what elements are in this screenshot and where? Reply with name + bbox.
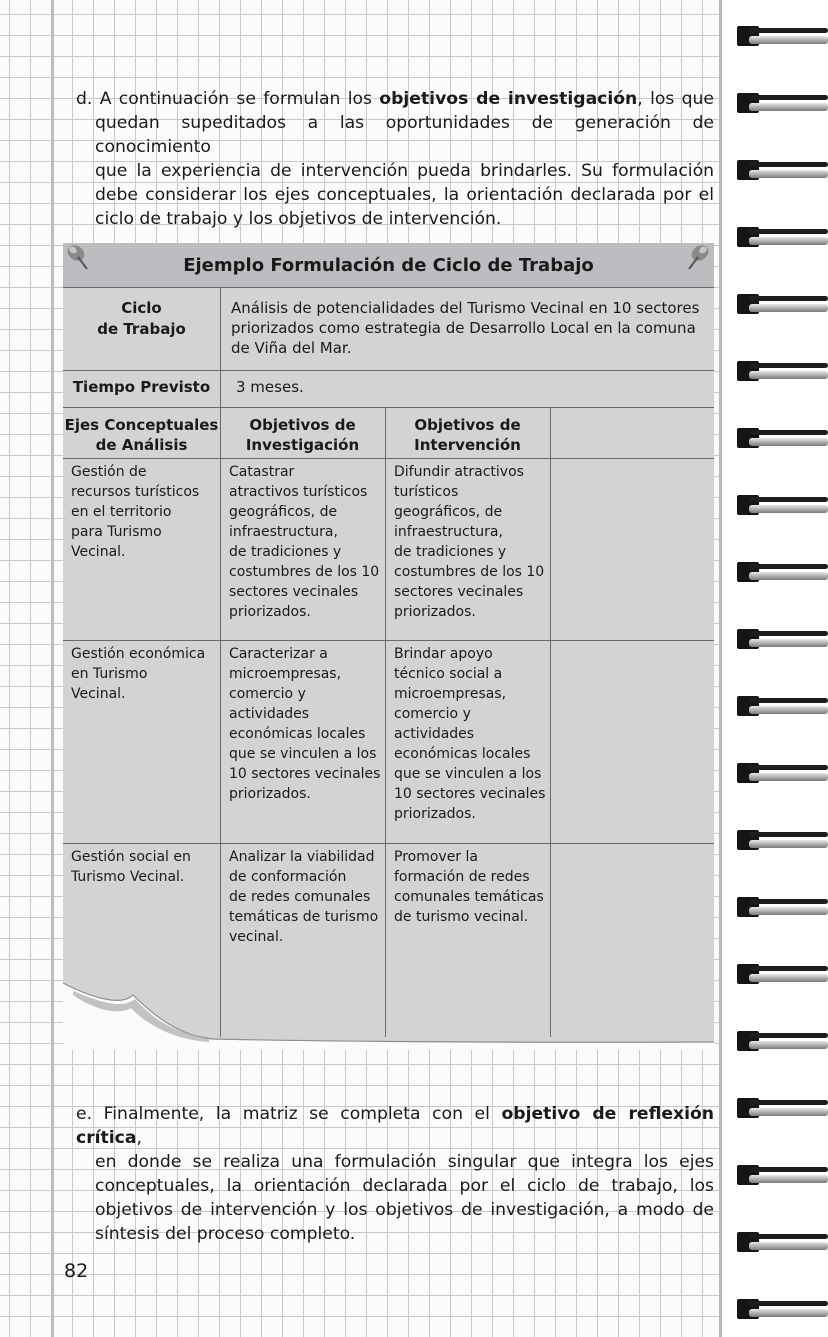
paragraph-d-bold-term: objetivos de investigación <box>379 89 638 109</box>
paragraph-e-marker: e. <box>76 1104 93 1124</box>
table-cell: Gestión de recursos turísticos en el territorio para Turismo Vecinal. <box>71 464 200 560</box>
header-intervencion: Objetivos de Intervención <box>414 416 521 454</box>
spiral-ring-icon <box>737 158 828 184</box>
tiempo-label: Tiempo Previsto <box>72 378 211 396</box>
spiral-ring-icon <box>737 627 828 653</box>
table-cell: Catastrar atractivos turísticos geográficos, de infraestructura, de tradiciones y costumbres de los 10 sectores vecinales priorizados. <box>229 464 380 620</box>
notebook-edge-line <box>719 0 722 1337</box>
spiral-ring-icon <box>737 895 828 921</box>
table-title: Ejemplo Formulación de Ciclo de Trabajo <box>63 243 714 288</box>
spiral-ring-icon <box>737 426 828 452</box>
spiral-ring-icon <box>737 91 828 117</box>
example-table-card <box>63 243 714 1050</box>
page-curl-shape <box>63 243 714 1050</box>
spiral-ring-icon <box>737 225 828 251</box>
paragraph-d-marker: d. <box>76 89 93 109</box>
ciclo-value: Análisis de potencialidades del Turismo Vecinal en 10 sectores priorizados como estrategia de Desarrollo Local en la comuna de Viña del Mar. <box>231 299 700 357</box>
spiral-ring-icon <box>737 1029 828 1055</box>
tiempo-value: 3 meses. <box>236 378 304 396</box>
ciclo-label: Ciclo de Trabajo <box>97 299 186 338</box>
page-number: 82 <box>64 1260 89 1282</box>
spiral-ring-icon <box>737 828 828 854</box>
notebook-right-edge <box>719 0 828 1337</box>
spiral-ring-icon <box>737 292 828 318</box>
paragraph-e-bold-term: objetivo de reflexión crítica <box>76 1104 714 1148</box>
spiral-ring-icon <box>737 1230 828 1256</box>
table-cell: Gestión social en Turismo Vecinal. <box>71 849 191 885</box>
spiral-ring-icon <box>737 560 828 586</box>
spiral-ring-icon <box>737 493 828 519</box>
table-cell: Promover la formación de redes comunales temáticas de turismo vecinal. <box>394 849 544 925</box>
table-cell: Brindar apoyo técnico social a microempresas, comercio y actividades económicas locales que se vinculen a los 10 sectores vecinales priorizados. <box>394 646 546 822</box>
table-cell: Analizar la viabilidad de conformación de redes comunales temáticas de turismo vecinal. <box>229 849 379 945</box>
spiral-ring-icon <box>737 24 828 50</box>
spiral-ring-icon <box>737 1163 828 1189</box>
paragraph-e: e. Finalmente, la matriz se completa con el objetivo de reflexión crítica, en donde se realiza una formulación singular que integra los ejes conceptuales, la orientación declarada por el ciclo de trabajo, los objetivos de intervención y los objetivos de investigación, a modo de síntesis del proceso completo. <box>76 1104 714 1244</box>
header-investigacion: Objetivos de Investigación <box>245 416 360 454</box>
spiral-ring-icon <box>737 962 828 988</box>
table-cell: Gestión económica en Turismo Vecinal. <box>71 646 206 702</box>
spiral-ring-icon <box>737 359 828 385</box>
spiral-ring-icon <box>737 1297 828 1323</box>
spiral-ring-icon <box>737 1096 828 1122</box>
spiral-ring-icon <box>737 761 828 787</box>
header-ejes: Ejes Conceptuales de Análisis <box>64 416 219 454</box>
paragraph-d: d. A continuación se formulan los objetivos de investigación, los que quedan supeditados a las oportunidades de generación de conocimiento que la experiencia de intervención pueda brindarles. Su formulación debe considerar los ejes conceptuales, la orientación declarada por el ciclo de trabajo y los objetivos de intervención. <box>76 89 715 229</box>
spiral-ring-icon <box>737 694 828 720</box>
table-cell: Caracterizar a microempresas, comercio y actividades económicas locales que se vinculen a los 10 sectores vecinales priorizados. <box>229 646 381 802</box>
notebook-margin-line <box>51 0 54 1337</box>
table-cell: Difundir atractivos turísticos geográficos, de infraestructura, de tradiciones y costumbres de los 10 sectores vecinales priorizados. <box>394 464 545 620</box>
